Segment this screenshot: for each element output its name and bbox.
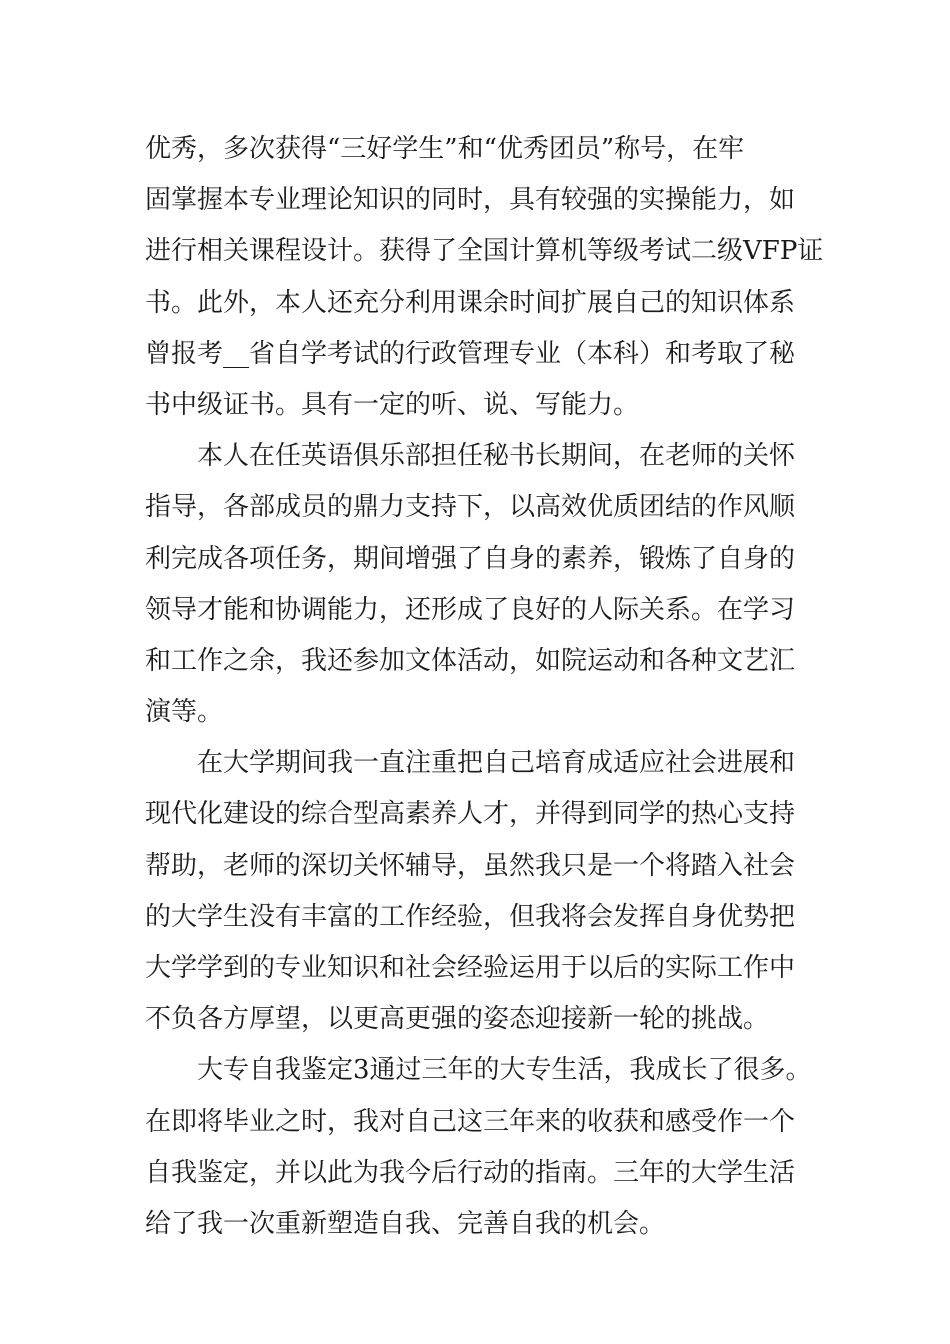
text-line: 领导才能和协调能力，还形成了良好的人际关系。在学习: [145, 594, 796, 625]
text-line: 不负各方厚望，以更高更强的姿态迎接新一轮的挑战。: [145, 1004, 770, 1035]
text-line: 自我鉴定，并以此为我今后行动的指南。三年的大学生活: [145, 1157, 796, 1188]
text-line: 和工作之余，我还参加文体活动，如院运动和各种文艺汇: [145, 645, 796, 676]
text-line: 指导，各部成员的鼎力支持下，以高效优质团结的作风顺: [145, 492, 796, 523]
text-line: 现代化建设的综合型高素养人才，并得到同学的热心支持: [145, 799, 796, 830]
text-line: 在即将毕业之时，我对自己这三年来的收获和感受作一个: [145, 1106, 796, 1137]
text-line: 的大学生没有丰富的工作经验，但我将会发挥自身优势把: [145, 901, 796, 932]
text-line: 利完成各项任务，期间增强了自身的素养，锻炼了自身的: [145, 543, 796, 574]
document-body: [145, 124, 824, 1250]
text-line: 进行相关课程设计。获得了全国计算机等级考试二级VFP证: [145, 236, 824, 267]
text-line: 大专自我鉴定3通过三年的大专生活，我成长了很多。: [197, 1055, 812, 1086]
text-line: 书。此外，本人还充分利用课余时间扩展自己的知识体系: [145, 287, 796, 318]
text-line: 给了我一次重新塑造自我、完善自我的机会。: [145, 1208, 666, 1239]
text-line: 固掌握本专业理论知识的同时，具有较强的实操能力，如: [145, 185, 796, 216]
text-line: 帮助，老师的深切关怀辅导，虽然我只是一个将踏入社会: [145, 850, 796, 881]
text-line: 优秀，多次获得“三好学生”和“优秀团员”称号，在牢: [145, 134, 745, 164]
text-line: 书中级证书。具有一定的听、说、写能力。: [145, 389, 640, 420]
text-line: 在大学期间我一直注重把自己培育成适应社会进展和: [197, 748, 796, 779]
text-line: 演等。: [145, 697, 224, 728]
text-line: 本人在任英语俱乐部担任秘书长期间，在老师的关怀: [197, 441, 796, 472]
text-line: 大学学到的专业知识和社会经验运用于以后的实际工作中: [145, 953, 796, 983]
text-line: 曾报考__省自学考试的行政管理专业（本科）和考取了秘: [145, 338, 796, 369]
